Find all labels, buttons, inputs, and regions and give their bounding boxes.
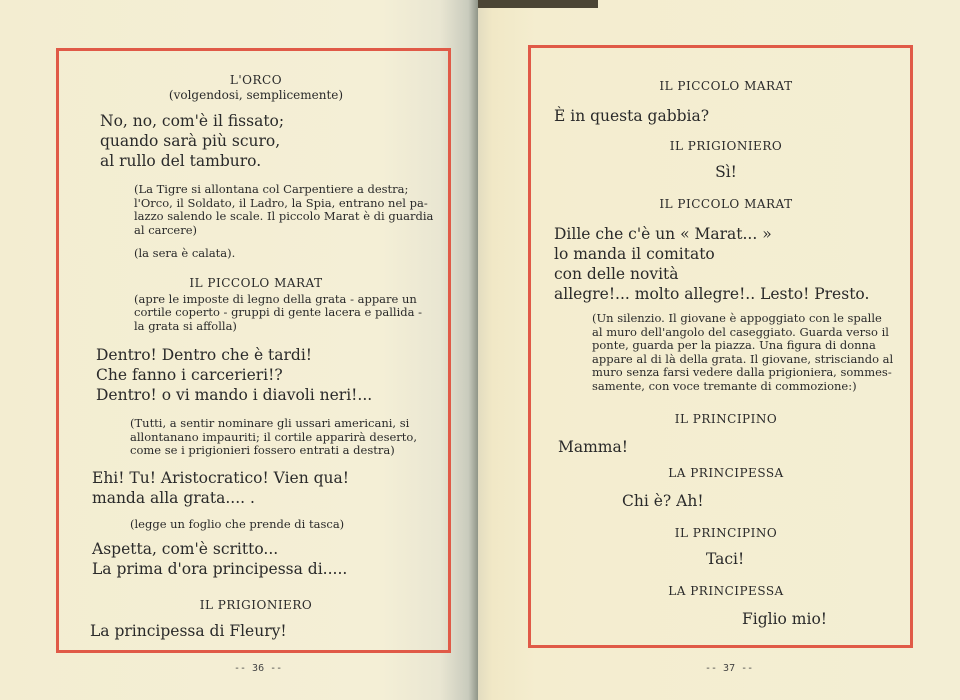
- verse-line: È in questa gabbia?: [554, 107, 710, 125]
- page-number: -- 36 --: [234, 663, 283, 674]
- stage-direction-block: [130, 417, 440, 458]
- stage-line: samente, con voce tremante di commozione:): [592, 378, 857, 393]
- verse-block: [96, 345, 440, 405]
- left-page-text: [72, 72, 440, 641]
- speaker-name: LA PRINCIPESSA: [668, 466, 784, 480]
- stage-direction: (legge un foglio che prende di tasca): [130, 516, 345, 531]
- stage-line: al carcere): [134, 222, 198, 237]
- verse-line: Aspetta, com'è scritto...: [92, 540, 279, 558]
- verse-line: al rullo del tamburo.: [100, 152, 262, 170]
- stage-line: (apre le imposte di legno della grata - appare un: [134, 291, 417, 306]
- stage-line: muro senza farsi vedere dalla prigioniera, sommes-: [592, 365, 892, 379]
- stage-line: l'Orco, il Soldato, il Ladro, la Spia, entrano nel pa-: [134, 195, 428, 210]
- verse-line: Dentro! o vi mando i diavoli neri!...: [96, 386, 373, 404]
- speaker-name: L'ORCO: [229, 73, 283, 87]
- speaker-name: IL PRINCIPINO: [674, 526, 778, 540]
- verse-line: Mamma!: [558, 438, 628, 456]
- speaker-name: IL PRIGIONIERO: [199, 598, 313, 612]
- verse-block: [92, 468, 440, 508]
- verse-line: Figlio mio!: [742, 610, 828, 628]
- verse-line: Che fanno i carcerieri!?: [96, 366, 283, 384]
- right-page-text: [546, 78, 906, 629]
- verse-line: Dentro! Dentro che è tardi!: [96, 346, 313, 364]
- stage-direction: (volgendosi, semplicemente): [168, 88, 344, 102]
- page-number: -- 37 --: [705, 663, 754, 674]
- stage-line: appare al di là della grata. Il giovane, strisciando al: [592, 351, 894, 366]
- verse-block: [554, 224, 906, 304]
- stage-line: cortile coperto - gruppi di gente lacera e pallida -: [134, 305, 423, 319]
- stage-line: allontanano impauriti; il cortile apparirà deserto,: [130, 429, 417, 444]
- stage-line: (la sera è calata).: [134, 246, 236, 260]
- stage-direction-block: [134, 183, 440, 261]
- stage-line: al muro dell'angolo del caseggiato. Guarda verso il: [592, 324, 889, 339]
- stage-direction-block: [592, 312, 906, 393]
- verse-block: [92, 539, 440, 579]
- verse-line: Chi è? Ah!: [622, 492, 704, 510]
- verse-line: No, no, com'è il fissato;: [100, 112, 285, 130]
- stage-line: la grata si affolla): [134, 318, 237, 333]
- verse-line: con delle novità: [554, 265, 679, 283]
- speaker-name: IL PRINCIPINO: [674, 412, 778, 426]
- verse-block: [100, 111, 440, 171]
- verse-line: Taci!: [706, 550, 745, 568]
- stage-line: (Tutti, a sentir nominare gli ussari americani, si: [130, 416, 410, 430]
- verse-line: Dille che c'è un « Marat... »: [554, 225, 772, 243]
- speaker-name: IL PICCOLO MARAT: [659, 197, 793, 211]
- book-edge-shadow: [478, 0, 598, 8]
- stage-line: lazzo salendo le scale. Il piccolo Marat è di guardia: [134, 209, 434, 223]
- speaker-name: IL PRIGIONIERO: [669, 139, 783, 153]
- stage-line: come se i prigionieri fossero entrati a destra): [130, 443, 395, 457]
- stage-direction-block: [134, 293, 440, 334]
- verse-line: lo manda il comitato: [554, 245, 715, 263]
- stage-line: (La Tigre si allontana col Carpentiere a destra;: [134, 182, 409, 196]
- verse-line: allegre!... molto allegre!.. Lesto! Presto.: [554, 285, 870, 303]
- verse-line: La principessa di Fleury!: [90, 622, 287, 640]
- speaker-name: IL PICCOLO MARAT: [189, 275, 323, 290]
- verse-line: Ehi! Tu! Aristocratico! Vien qua!: [92, 468, 349, 487]
- verse-line: La prima d'ora principessa di.....: [92, 560, 348, 578]
- stage-line: (Un silenzio. Il giovane è appoggiato con le spalle: [592, 311, 882, 325]
- stage-line: ponte, guarda per la piazza. Una figura di donna: [592, 338, 876, 352]
- verse-line: quando sarà più scuro,: [100, 132, 281, 150]
- speaker-name: LA PRINCIPESSA: [668, 584, 784, 598]
- verse-line: Sì!: [715, 163, 737, 181]
- speaker-name: IL PICCOLO MARAT: [659, 79, 793, 93]
- verse-line: manda alla grata.... .: [92, 488, 255, 507]
